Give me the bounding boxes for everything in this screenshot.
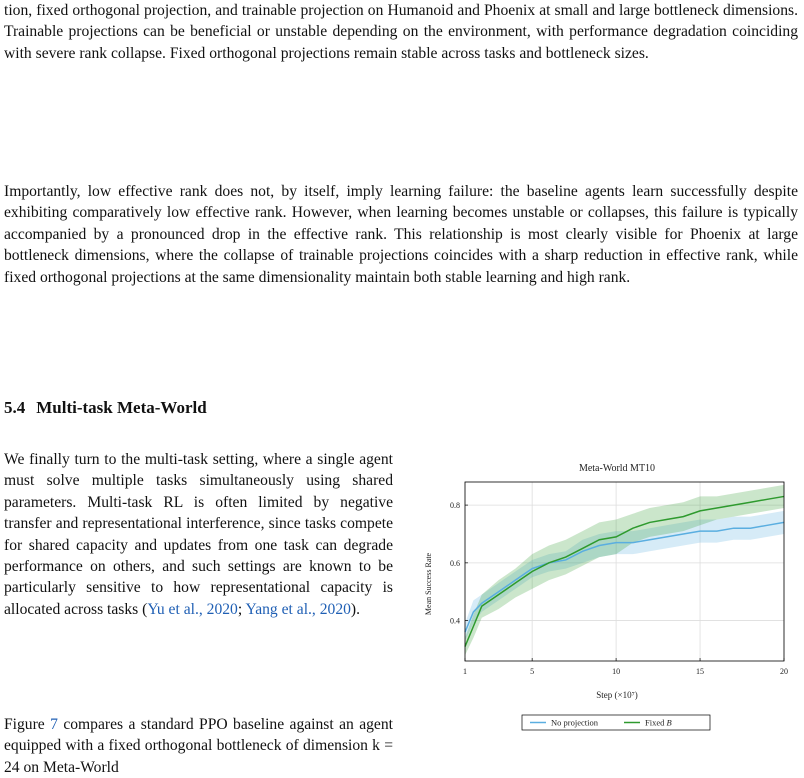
y-tick-label: 0.8 xyxy=(450,501,460,511)
paragraph-top: tion, fixed orthogonal projection, and trainable projection on Humanoid and Phoenix at small and large bottleneck dimensions. Trainable projections can be beneficial or unstable depending on the environment, with performance degradation coinciding with severe rank collapse. Fixed orthogonal projections remain stable across tasks and bottleneck sizes. xyxy=(4,2,798,62)
x-tick-label: 10 xyxy=(612,667,621,676)
x-tick-label: 20 xyxy=(780,667,788,676)
legend-label-math: B xyxy=(666,717,672,728)
paragraph-multitask-text: We finally turn to the multi-task setting, where a single agent must solve multiple tasks simultaneously using shared parameters. Multi-task RL is often limited by negative transfer and representational interference, since tasks compete for shared capacity and updates from one task can degrade performance on others, and such settings are known to be particularly sensitive to how representational capacity is allocated across tasks ( xyxy=(4,451,393,618)
citation-separator: ; xyxy=(237,600,246,618)
chart-title: Meta-World MT10 xyxy=(578,463,656,474)
y-tick-label: 0.6 xyxy=(450,558,460,568)
citation-close: ). xyxy=(350,600,361,618)
x-tick-label: 15 xyxy=(696,667,705,676)
paragraph-figure-ref-post: compares a standard PPO baseline against an agent equipped with a fixed orthogonal bottleneck of dimension k = 24 on Meta-World xyxy=(4,716,393,776)
paragraph-multitask xyxy=(4,449,393,620)
paragraph-effective-rank: Importantly, low effective rank does not, by itself, imply learning failure: the baseline agents learn successfully despite exhibiting comparatively low effective rank. However, when learning becomes unstable or collapses, this failure is typically accompanied by a pronounced drop in the effective rank. This relationship is most clearly visible for Phoenix at large bottleneck dimensions, where the collapse of trainable projections coincides with a sharp reduction in effective rank, while fixed orthogonal projections at the same dimensionality maintain both stable learning and high rank. xyxy=(4,183,798,286)
x-tick-label: 1 xyxy=(463,667,467,676)
y-axis-label: Mean Success Rate xyxy=(424,552,433,616)
legend-label-fixed-b: Fixed B xyxy=(645,717,672,728)
section-heading xyxy=(4,398,207,418)
section-number: 5.4 xyxy=(4,398,26,417)
citation-yang-2020[interactable]: Yang et al., 2020 xyxy=(245,600,351,618)
chart-legend xyxy=(522,715,710,730)
legend-label-no-projection: No projection xyxy=(551,717,598,728)
series-band-1 xyxy=(465,485,784,655)
plot-area xyxy=(450,482,788,676)
y-tick-label: 0.4 xyxy=(450,616,460,626)
x-tick-label: 5 xyxy=(530,667,535,676)
x-axis-label: Step (×10⁷) xyxy=(596,690,638,700)
paragraph-figure-ref xyxy=(4,714,393,778)
paragraph-figure-ref-pre: Figure xyxy=(4,716,51,733)
citation-yu-2020[interactable]: Yu et al., 2020 xyxy=(147,600,238,618)
metaworld-chart xyxy=(410,458,804,758)
figure-7-link[interactable]: 7 xyxy=(50,716,58,733)
section-title: Multi-task Meta-World xyxy=(36,398,207,417)
